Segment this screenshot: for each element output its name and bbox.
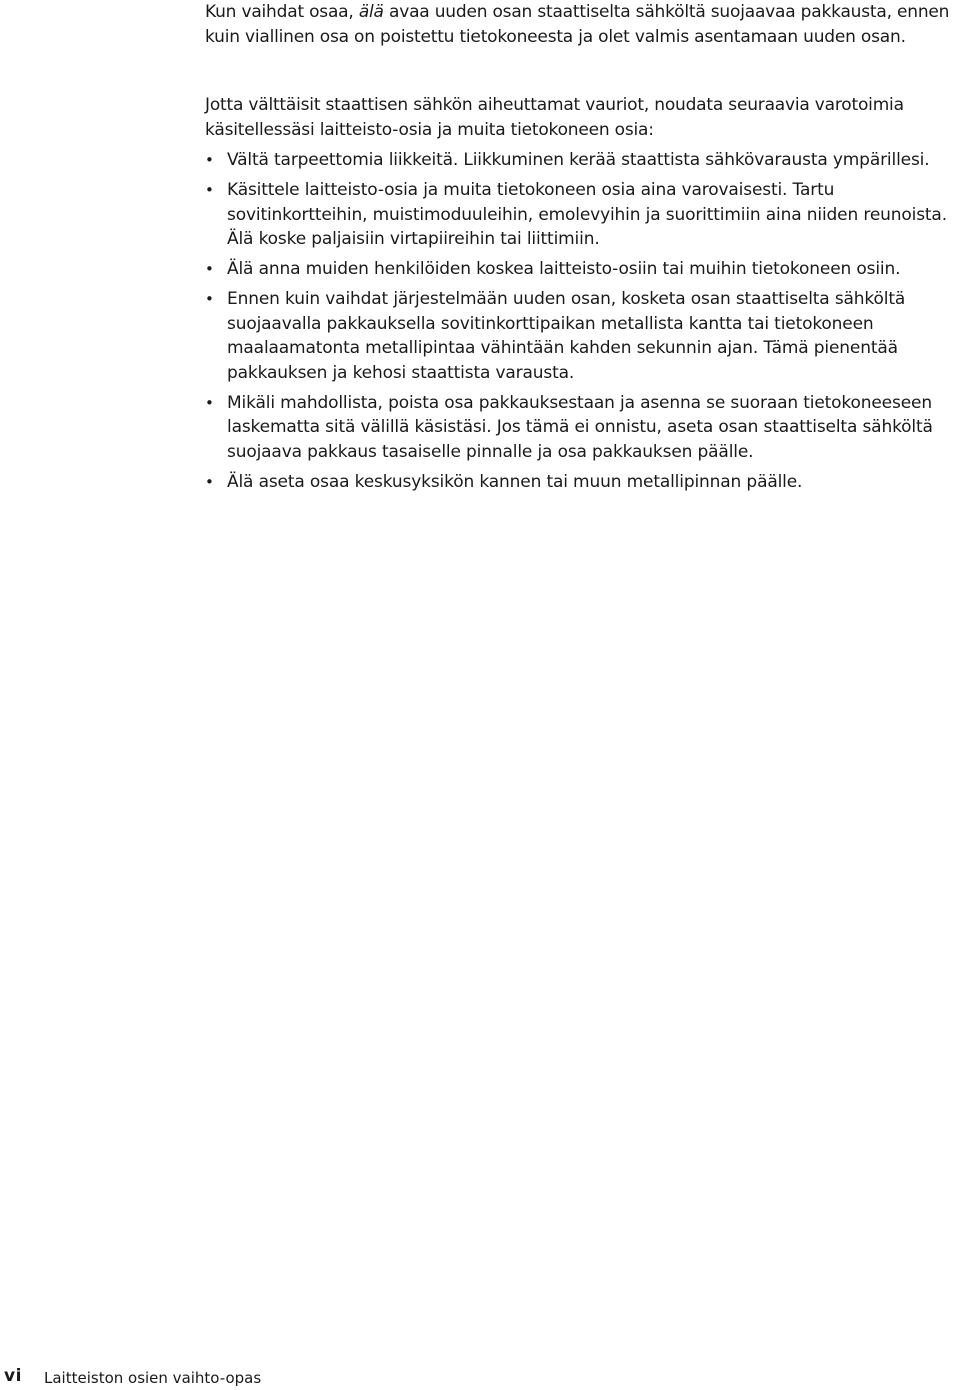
intro-emphasis: älä <box>358 2 384 22</box>
list-item <box>205 391 955 465</box>
list-item-text: Ennen kuin vaihdat järjestelmään uuden osan, kosketa osan staattiselta sähköltä suojaavalla pakkauksella sovitinkorttipaikan metallista kantta tai tietokoneen maalaamatonta metallipintaa vähintään kahden sekunnin ajan. Tämä pienentää pakkauksen ja kehosi staattista varausta. <box>227 289 906 383</box>
bullet-icon: • <box>205 290 214 308</box>
list-item <box>205 257 955 282</box>
list-item-text: Älä anna muiden henkilöiden koskea laitteisto-osiin tai muihin tietokoneen osiin. <box>227 259 901 279</box>
list-item-text: Käsittele laitteisto-osia ja muita tietokoneen osia aina varovaisesti. Tartu sovitinkortteihin, muistimoduuleihin, emolevyihin ja suorittimiin aina niiden reunoista. Älä koske paljaisiin virtapiireihin tai liittimiin. <box>227 180 947 249</box>
list-item-text: Mikäli mahdollista, poista osa pakkauksestaan ja asenna se suoraan tietokoneeseen laskematta sitä välillä käsistäsi. Jos tämä ei onnistu, aseta osan staattiselta sähköltä suojaava pakkaus tasaiselle pinnalle ja osa pakkauksen päälle. <box>227 392 933 462</box>
page-number: vi <box>4 1366 22 1386</box>
list-item-text: Älä aseta osaa keskusyksikön kannen tai muun metallipinnan päälle. <box>227 471 803 492</box>
page-footer <box>0 1366 960 1390</box>
bullet-icon: • <box>205 181 214 199</box>
list-item <box>205 178 955 252</box>
bullet-icon: • <box>205 472 214 491</box>
intro-text-start: Kun vaihdat osaa, <box>205 2 359 22</box>
precautions-intro-paragraph: Jotta välttäisit staattisen sähkön aiheuttamat vauriot, noudata seuraavia varotoimia käsitellessäsi laitteisto-osia ja muita tietokoneen osia: <box>205 95 904 140</box>
precautions-list <box>205 148 955 500</box>
intro-paragraph <box>205 0 955 49</box>
list-item <box>205 470 955 495</box>
footer-book-title: Laitteiston osien vaihto-opas <box>44 1369 262 1387</box>
bullet-icon: • <box>205 393 214 412</box>
list-item <box>205 148 955 173</box>
intro-text-end: avaa uuden osan staattiselta sähköltä suojaavaa pakkausta, ennen kuin viallinen osa on poistettu tietokoneesta ja olet valmis asentamaan uuden osan. <box>205 2 950 47</box>
bullet-icon: • <box>205 151 214 169</box>
bullet-icon: • <box>205 260 214 278</box>
list-item-text: Vältä tarpeettomia liikkeitä. Liikkuminen kerää staattista sähkövarausta ympärillesi. <box>227 150 930 170</box>
list-item <box>205 287 955 385</box>
